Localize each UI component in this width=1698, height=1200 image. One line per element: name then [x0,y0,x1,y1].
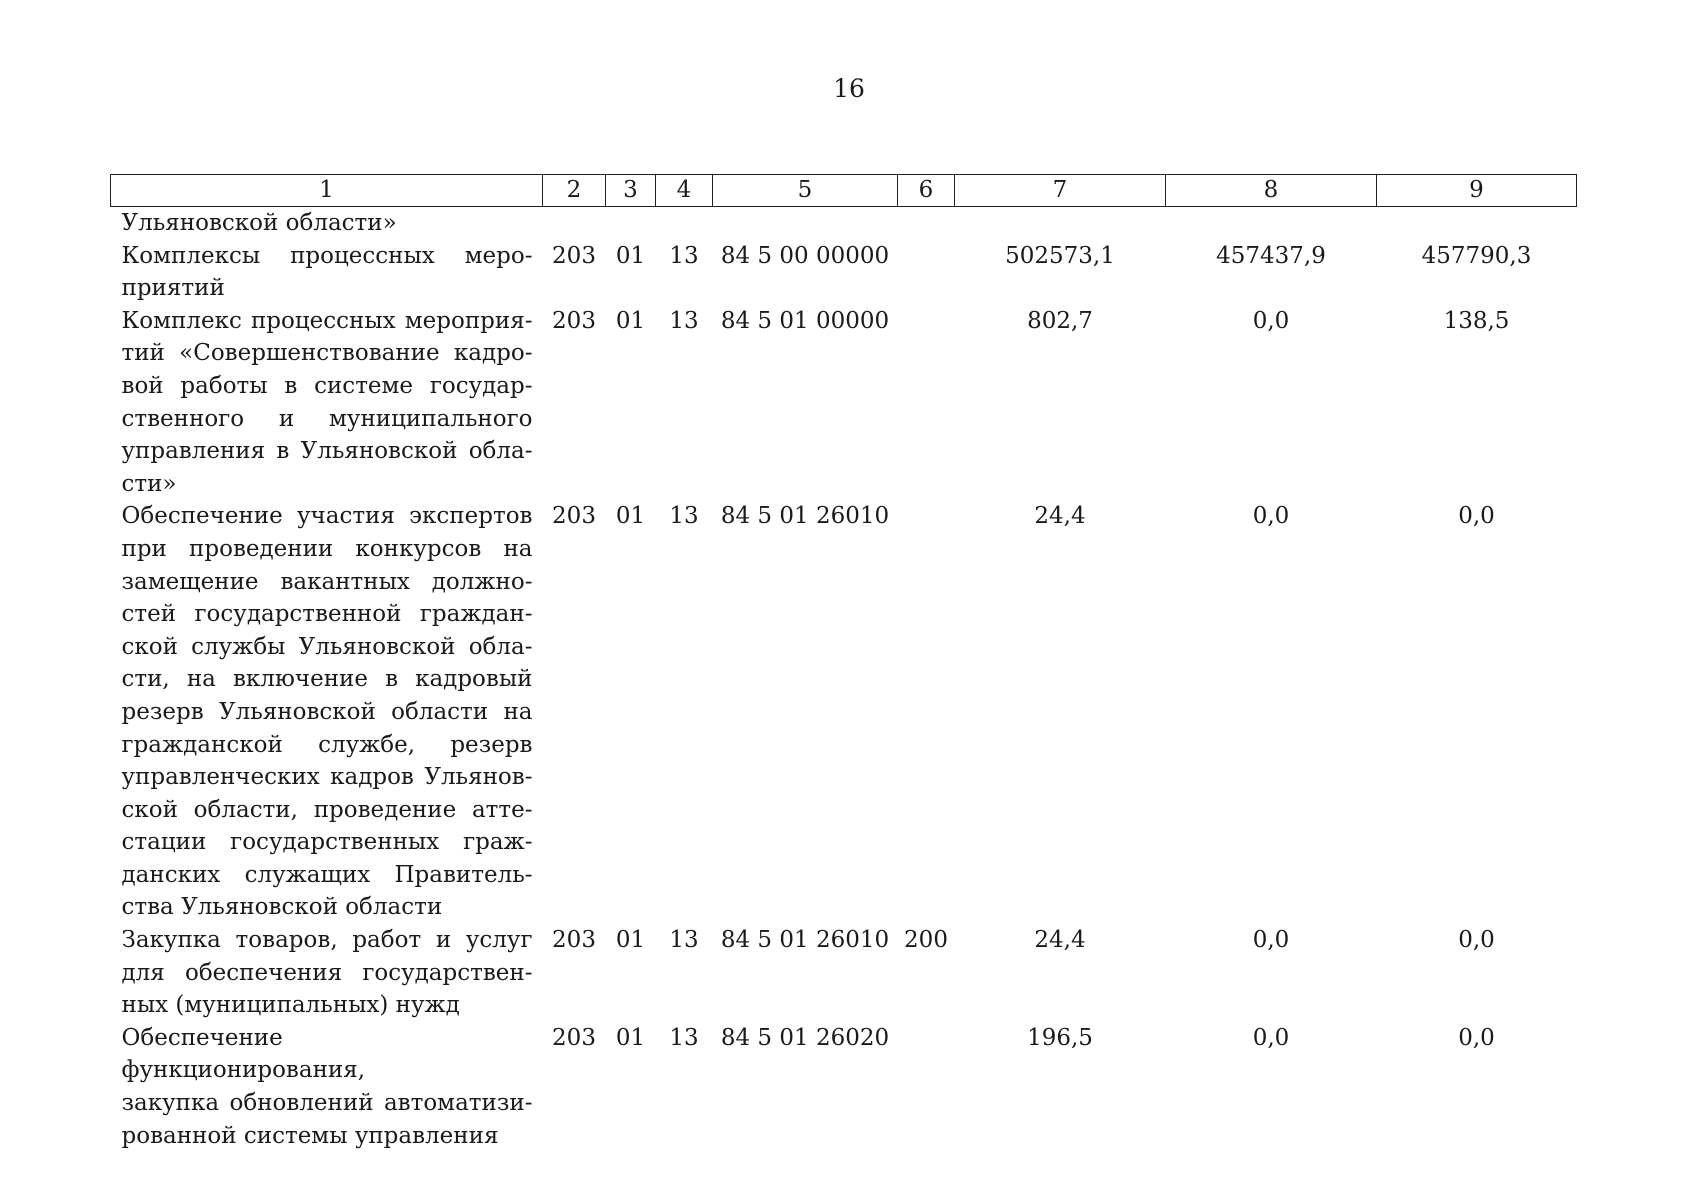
row-code-cell: 203 [552,927,596,954]
table-row [111,240,1577,305]
row-name-cell [111,207,543,240]
row-name-cell [111,1022,543,1152]
row-name-cell [111,924,543,1022]
row-name-line: Комплексы процессных меро- [121,242,533,269]
row-section-cell: 01 [615,242,646,269]
row-name-line: приятий [121,275,225,302]
row-name-line: ственного и муниципального [121,405,533,432]
header-cell-8: 8 [1166,175,1377,207]
row-name-line: ской службы Ульяновской обла- [121,633,533,660]
row-section-cell: 01 [615,1024,646,1051]
row-subsection-cell: 13 [669,242,699,269]
row-name-line: Обеспечение функционирования, [121,1024,366,1084]
header-cell-3: 3 [606,175,656,207]
row-subsection-cell: 13 [669,1024,699,1051]
row-name-line: тий «Совершенствование кадро- [121,340,533,367]
header-cell-4: 4 [656,175,713,207]
header-row [111,175,1577,207]
row-code-cell [543,207,606,240]
table-row [111,305,1577,501]
row-name-line: гражданской службе, резерв [121,731,533,758]
row-target-code-cell: 84 5 01 26010 [720,503,890,530]
header-cell-6: 6 [898,175,955,207]
row-name-line: данских служащих Правитель- [121,861,533,888]
row-target-code-cell: 84 5 01 26020 [720,1024,890,1051]
row-name-line: ства Ульяновской области [121,894,443,921]
row-section-cell [606,207,656,240]
row-expense-type-cell [898,240,955,305]
row-target-code-cell: 84 5 01 26010 [720,927,890,954]
row-name-line: стации государственных граж- [121,829,533,856]
row-name-line: вой работы в системе государ- [121,372,533,399]
row-subsection-cell: 13 [669,307,699,334]
row-name-line: Обеспечение участия экспертов [121,503,533,530]
row-subsection-cell: 13 [669,503,699,530]
row-name-line: управления в Ульяновской обла- [121,438,533,465]
row-subsection-cell [656,207,713,240]
row-expense-type-cell [898,305,955,501]
row-code-cell: 203 [552,1024,596,1051]
row-amount-col7-cell [955,207,1166,240]
table-header [111,175,1577,207]
row-subsection-cell: 13 [669,927,699,954]
row-amount-col7-cell: 24,4 [1034,927,1086,954]
row-name-line: резерв Ульяновской области на [121,698,533,725]
row-name-line: замещение вакантных должно- [121,568,533,595]
row-code-cell: 203 [552,503,596,530]
row-name-line: управленческих кадров Ульянов- [121,764,533,791]
row-amount-col8-cell: 0,0 [1252,927,1290,954]
row-name-line: для обеспечения государствен- [121,959,533,986]
row-amount-col9-cell: 138,5 [1443,307,1510,334]
header-cell-7: 7 [955,175,1166,207]
table-row [111,207,1577,240]
row-amount-col7-cell: 24,4 [1034,503,1086,530]
header-cell-2: 2 [543,175,606,207]
row-amount-col7-cell: 196,5 [1027,1024,1093,1051]
row-code-cell: 203 [552,307,596,334]
row-amount-col8-cell: 0,0 [1252,503,1290,530]
row-name-line: ской области, проведение атте- [121,796,533,823]
row-name-line: сти» [121,470,177,497]
row-name-line: при проведении конкурсов на [121,535,533,562]
header-cell-1: 1 [111,175,543,207]
row-target-code-cell: 84 5 01 00000 [720,307,890,334]
row-name-cell [111,240,543,305]
row-name-line: Ульяновской области» [121,210,397,236]
row-name-line: ных (муниципальных) нужд [121,992,460,1019]
row-name-cell [111,500,543,924]
row-expense-type-cell [898,207,955,240]
header-cell-5: 5 [713,175,898,207]
table-row [111,1022,1577,1152]
row-amount-col9-cell [1377,207,1577,240]
row-target-code-cell: 84 5 00 00000 [720,242,890,269]
row-amount-col7-cell: 502573,1 [1005,242,1115,269]
row-amount-col8-cell [1166,207,1377,240]
table-body [111,207,1577,1153]
table-row [111,924,1577,1022]
row-amount-col9-cell: 0,0 [1458,1024,1495,1051]
row-name-cell [111,305,543,501]
row-expense-type-cell [898,1022,955,1152]
row-name-line: Комплекс процессных мероприя- [121,307,533,334]
row-amount-col8-cell: 457437,9 [1216,242,1326,269]
budget-table [110,174,1577,1152]
row-amount-col8-cell: 0,0 [1252,1024,1290,1051]
row-amount-col9-cell: 0,0 [1458,503,1495,530]
row-expense-type-cell [898,500,955,924]
row-section-cell: 01 [615,503,646,530]
row-name-line: рованной системы управления [121,1122,499,1149]
row-section-cell: 01 [615,307,646,334]
header-cell-9: 9 [1377,175,1577,207]
row-name-line: сти, на включение в кадровый [121,666,533,693]
row-name-line: Закупка товаров, работ и услуг [121,927,533,954]
row-target-code-cell [713,207,898,240]
row-name-line: стей государственной граждан- [121,601,533,628]
row-amount-col7-cell: 802,7 [1027,307,1093,334]
row-amount-col9-cell: 457790,3 [1421,242,1532,269]
row-section-cell: 01 [615,927,646,954]
row-name-line: закупка обновлений автоматизи- [121,1090,533,1117]
row-amount-col9-cell: 0,0 [1458,927,1495,954]
row-code-cell: 203 [552,242,596,269]
page-number: 16 [833,74,865,103]
row-amount-col8-cell: 0,0 [1252,307,1290,334]
table-row [111,500,1577,924]
row-expense-type-cell: 200 [904,927,948,954]
